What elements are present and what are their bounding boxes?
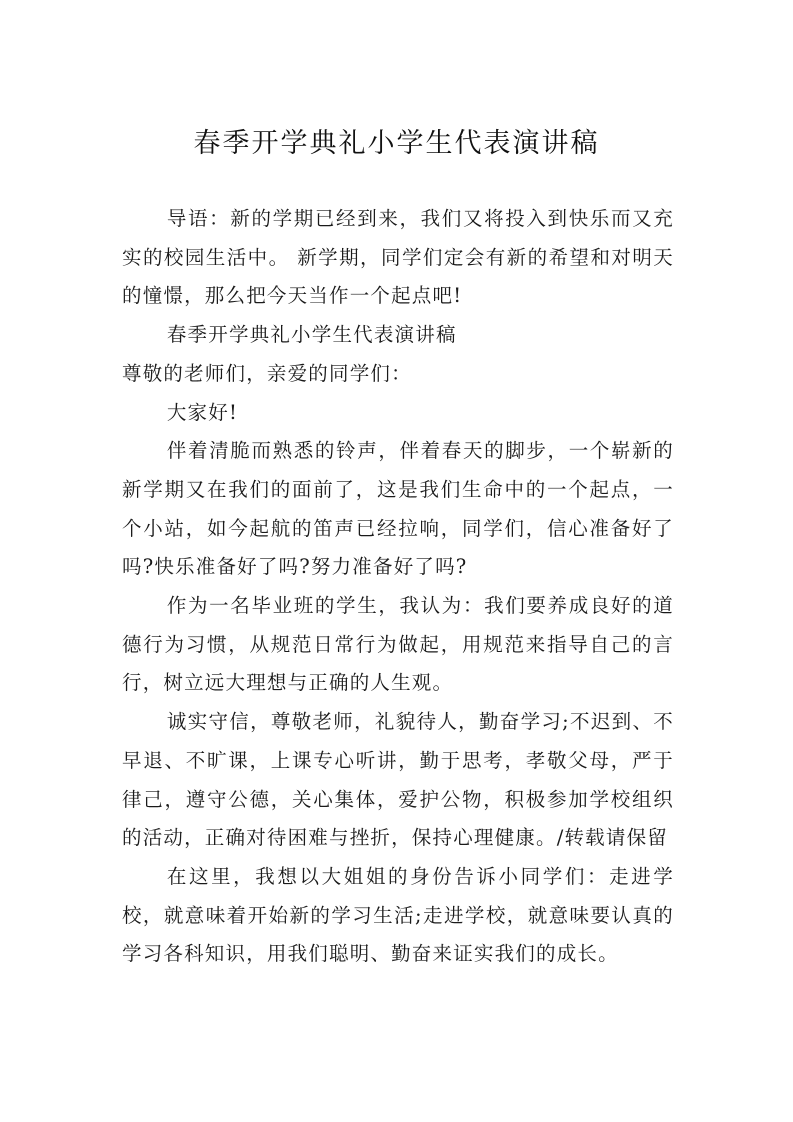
- paragraph-body-3: 诚实守信，尊敬老师，礼貌待人，勤奋学习;不迟到、不早退、不旷课，上课专心听讲，勤于思考，孝敬父母，严于律己，遵守公德，关心集体，爱护公物，积极参加学校组织的活动，正确对待困难与挫折，保持心理健康。/转载请保留: [122, 710, 674, 850]
- paragraph-body-1: 伴着清脆而熟悉的铃声，伴着春天的脚步，一个崭新的新学期又在我们的面前了，这是我们生命中的一个起点，一个小站，如今起航的笛声已经拉响，同学们，信心准备好了吗?快乐准备好了吗?努力准备好了吗?: [122, 439, 674, 579]
- paragraph-intro: 导语：新的学期已经到来，我们又将投入到快乐而又充实的校园生活中。 新学期，同学们定会有新的希望和对明天的憧憬，那么把今天当作一个起点吧!: [122, 207, 674, 308]
- document-title: 春季开学典礼小学生代表演讲稿: [193, 128, 600, 159]
- paragraph-greeting: 大家好!: [166, 400, 238, 424]
- paragraph-body-4: 在这里，我想以大姐姐的身份告诉小同学们：走进学校，就意味着开始新的学习生活;走进学校，就意味要认真的学习各科知识，用我们聪明、勤奋来证实我们的成长。: [122, 864, 674, 966]
- paragraph-body-2: 作为一名毕业班的学生，我认为：我们要养成良好的道德行为习惯，从规范日常行为做起，用规范来指导自己的言行，树立远大理想与正确的人生观。: [122, 594, 674, 695]
- paragraph-subtitle: 春季开学典礼小学生代表演讲稿: [166, 323, 457, 347]
- paragraph-salutation: 尊敬的老师们，亲爱的同学们：: [122, 361, 412, 385]
- document-body: [122, 200, 674, 974]
